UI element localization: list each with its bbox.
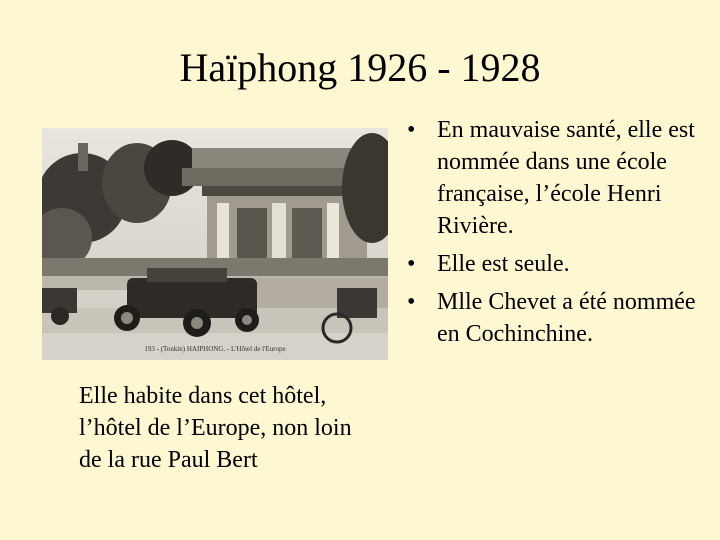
historic-hotel-photo-icon bbox=[42, 128, 388, 360]
hotel-photo bbox=[42, 128, 388, 360]
photo-description: Elle habite dans cet hôtel, l’hôtel de l’Europe, non loin de la rue Paul Bert bbox=[79, 383, 352, 473]
bullet-text: Elle est seule. bbox=[437, 251, 570, 277]
bullet-item bbox=[407, 286, 707, 350]
bullet-list bbox=[407, 114, 707, 356]
bullet-icon: • bbox=[407, 117, 416, 143]
slide-title: Haïphong 1926 - 1928 bbox=[179, 45, 541, 90]
bullet-icon: • bbox=[407, 251, 416, 277]
bullet-item bbox=[407, 248, 707, 280]
bullet-item bbox=[407, 114, 707, 242]
photo-caption: 193 - (Tonkin) HAIPHONG. - L'Hôtel de l'Europe bbox=[144, 345, 286, 353]
bullet-text: Mlle Chevet a été nommée en Cochinchine. bbox=[437, 289, 696, 347]
bullet-text: En mauvaise santé, elle est nommée dans une école française, l’école Henri Rivière. bbox=[437, 117, 695, 239]
bullet-icon: • bbox=[407, 289, 416, 315]
